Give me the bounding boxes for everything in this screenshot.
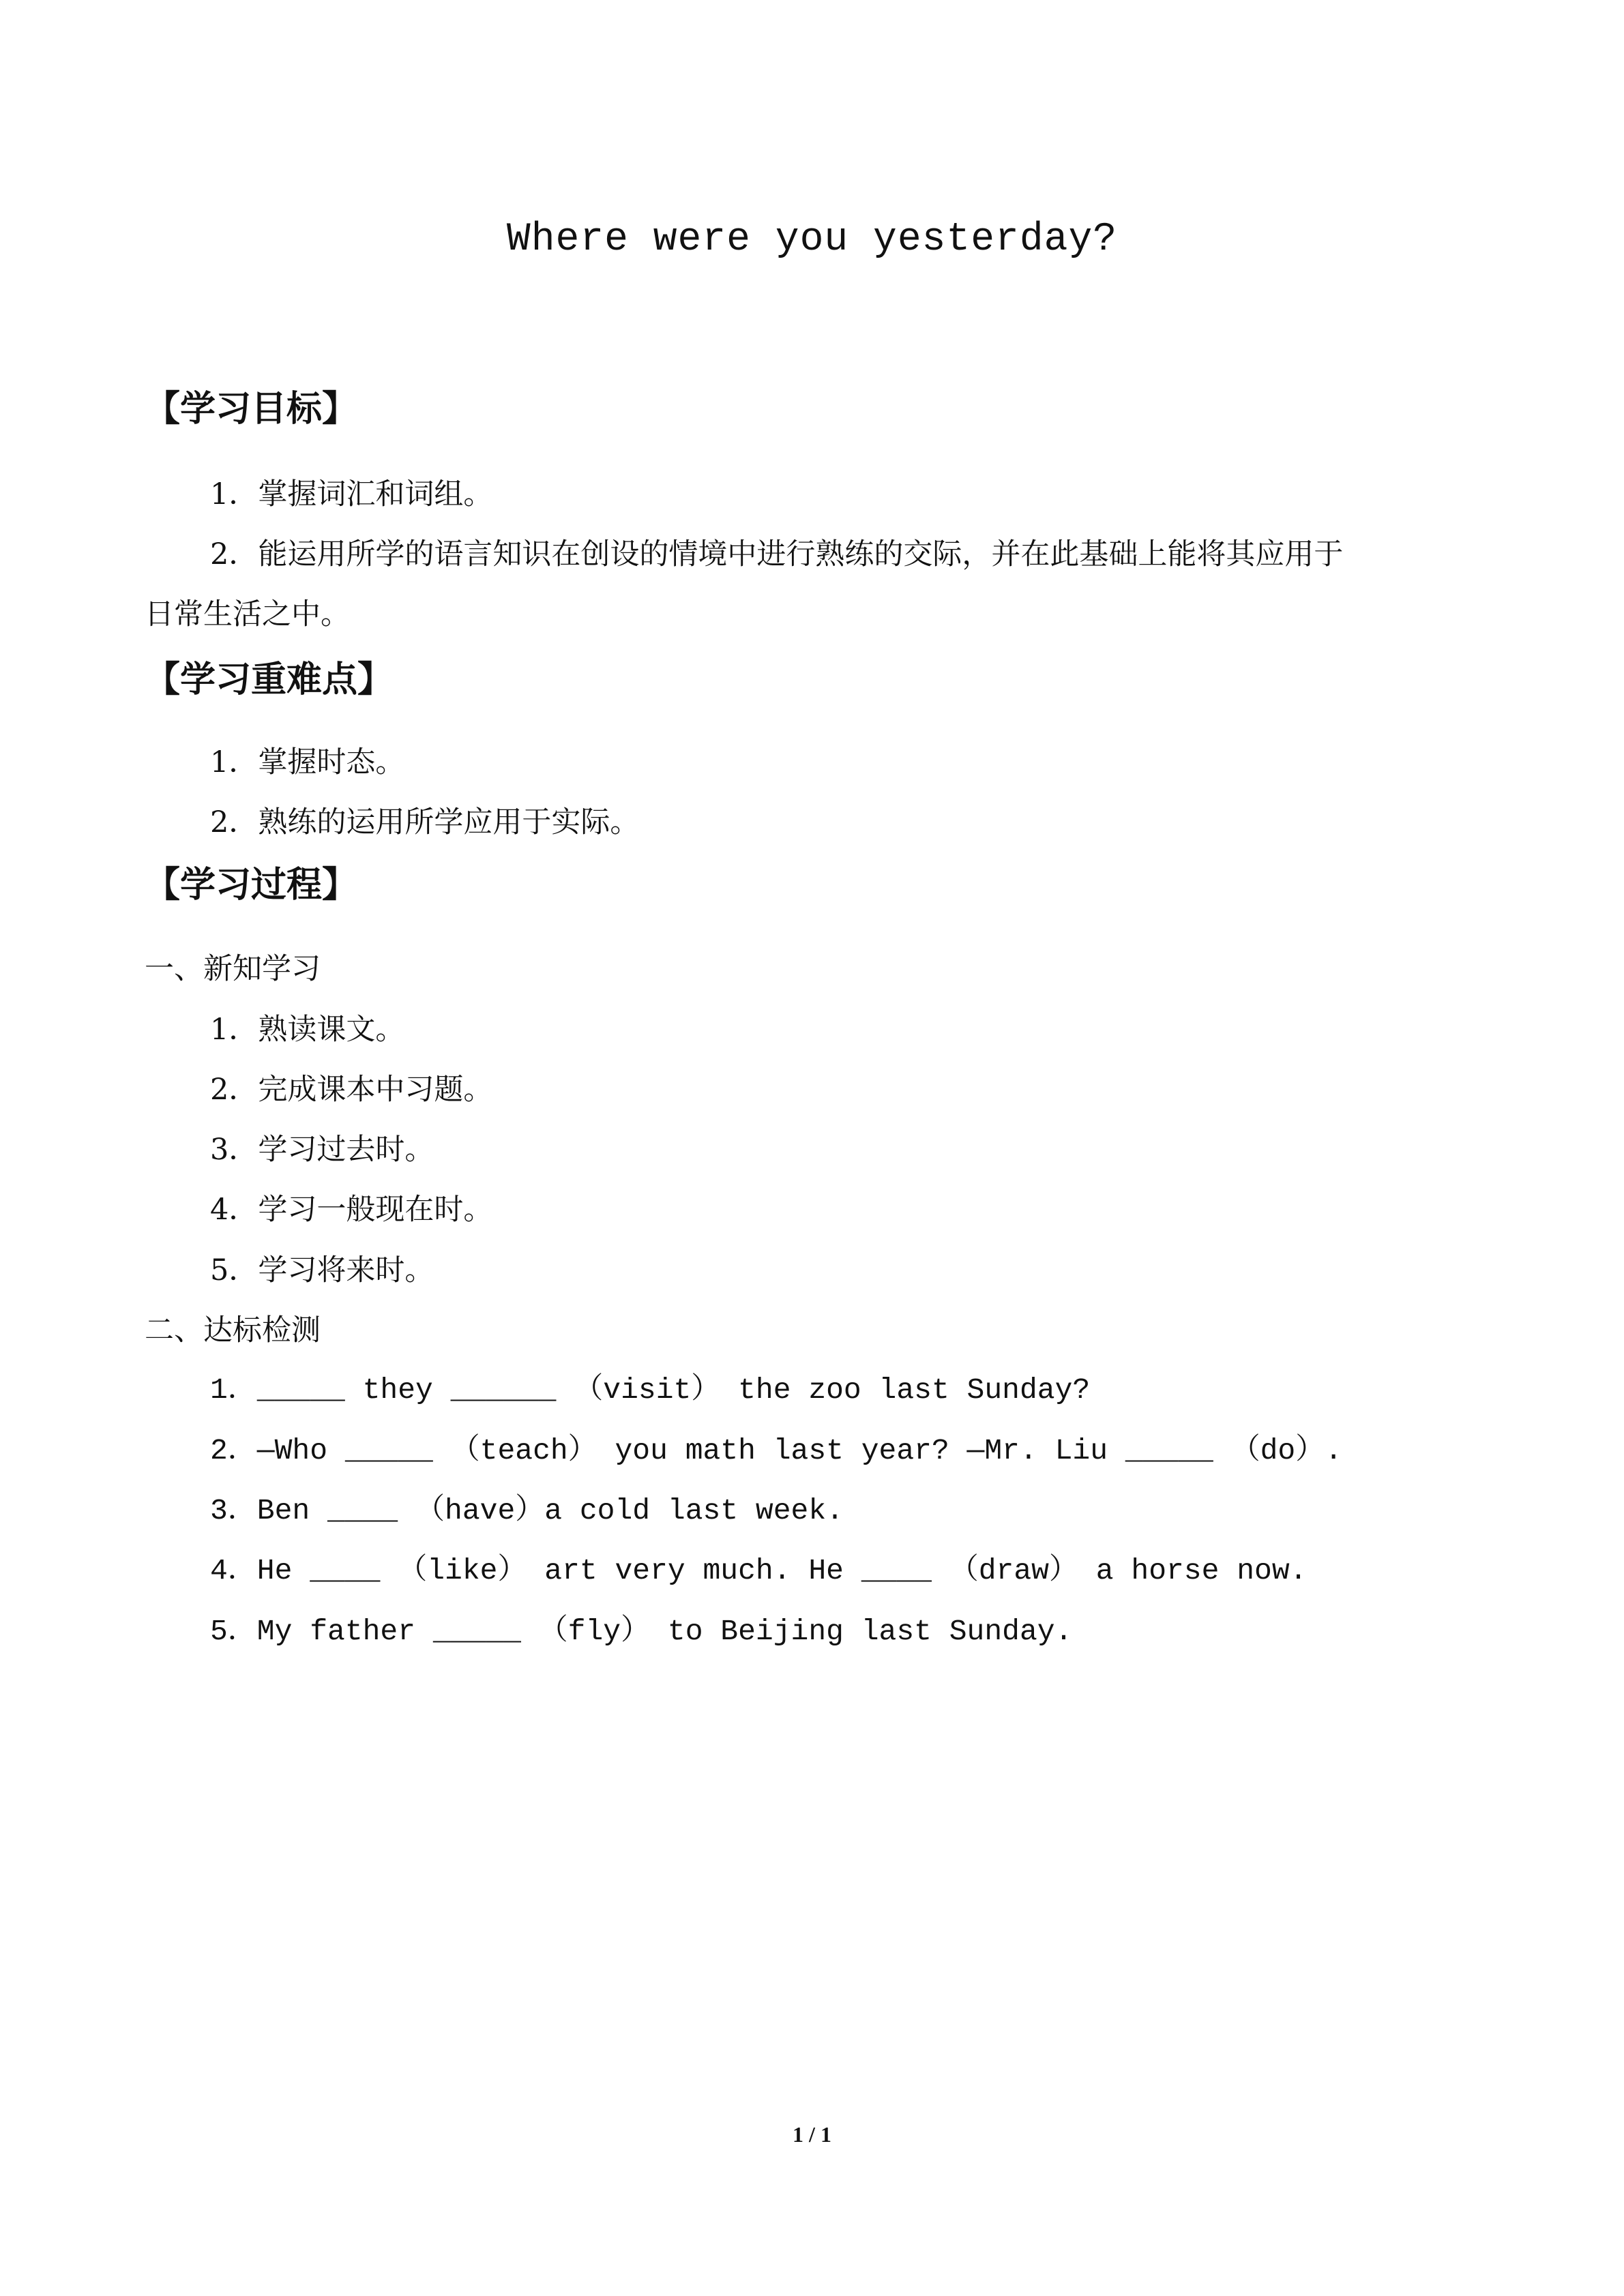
key-point-item: 2．熟练的运用所学应用于实际。 [210, 805, 640, 839]
process-heading: 【学习过程】 [145, 865, 358, 906]
part1-item: 1．熟读课文。 [210, 1013, 405, 1047]
part1-item: 3．学习过去时。 [210, 1133, 434, 1167]
exercise-item: 3．Ben ____ （have）a cold last week. [210, 1494, 844, 1527]
key-points-heading: 【学习重难点】 [145, 659, 394, 700]
exercise-item: 1．_____ they ______ （visit） the zoo last Sunday? [210, 1373, 1091, 1407]
exercise-item: 2．—Who _____ （teach） you math last year? —Mr. Liu _____ （do）. [210, 1434, 1343, 1467]
part1-item: 4．学习一般现在时。 [210, 1193, 493, 1227]
part1-item: 5．学习将来时。 [210, 1253, 434, 1287]
document-title: Where were you yesterday? [506, 218, 1118, 262]
objective-item: 1．掌握词汇和词组。 [210, 477, 493, 511]
exercise-item: 5．My father _____ （fly） to Beijing last Sunday. [210, 1615, 1073, 1648]
part1-item: 2．完成课本中习题。 [210, 1073, 493, 1107]
part1-title: 一、新知学习 [145, 952, 321, 986]
objective-item-continuation: 日常生活之中。 [145, 597, 350, 631]
key-point-item: 1．掌握时态。 [210, 745, 405, 779]
exercise-item: 4．He ____ （like） art very much. He ____ （draw） a horse now. [210, 1554, 1308, 1587]
page-number: 1 / 1 [793, 2122, 831, 2147]
objectives-heading: 【学习目标】 [145, 389, 358, 430]
objective-item: 2．能运用所学的语言知识在创设的情境中进行熟练的交际，并在此基础上能将其应用于 [210, 537, 1344, 571]
part2-title: 二、达标检测 [145, 1313, 321, 1347]
